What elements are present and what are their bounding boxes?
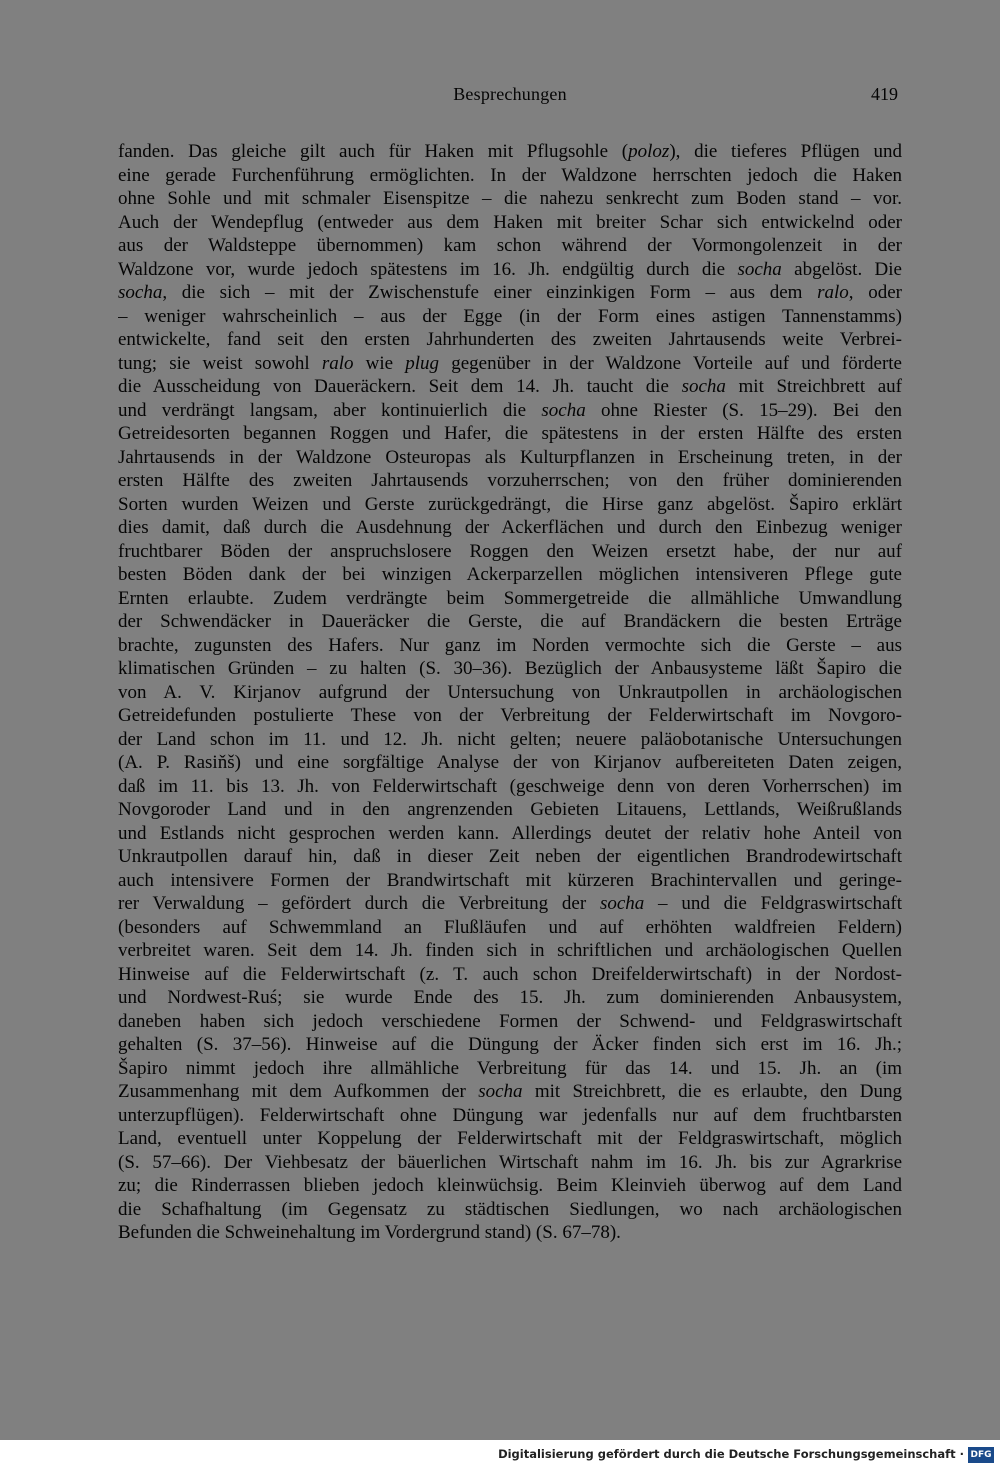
text-line — [118, 634, 902, 658]
text-run: (besonders auf Schwemmland an Flußläufen und auf erhöhten waldfreien Feldern) — [118, 916, 902, 938]
text-line — [118, 1151, 902, 1175]
text-run: Auch der Wendepflug (entweder aus dem Haken mit breiter Schar sich entwickelnd oder — [118, 211, 902, 233]
text-run: von A. V. Kirjanov aufgrund der Untersuchung von Unkrautpollen in archäologischen — [118, 681, 902, 703]
text-line — [118, 775, 902, 799]
text-line — [118, 1057, 902, 1081]
text-line — [118, 1127, 902, 1151]
italic-term: socha — [541, 399, 586, 421]
text-run: ersten Hälfte des zweiten Jahrtausends vorzuherrschen; von den früher dominierenden — [118, 470, 902, 491]
italic-term: plug — [405, 352, 440, 374]
text-run: Getreidefunden postulierte These von der Verbreitung der Felderwirtschaft im Novgoro- — [118, 705, 902, 726]
italic-term: ralo — [321, 352, 354, 374]
text-run: Novgoroder Land und in den angrenzenden Gebieten Litauens, Lettlands, Weißrußlands — [118, 799, 902, 820]
text-line — [118, 140, 902, 164]
text-run: Getreidesorten begannen Roggen und Hafer, die spätestens in der ersten Hälfte des ersten — [118, 423, 902, 444]
text-run: gehalten (S. 37–56). Hinweise auf die Düngung der Äcker finden sich erst im 16. Jh.; — [118, 1034, 902, 1055]
text-line — [118, 869, 902, 893]
text-line — [118, 211, 902, 235]
text-line — [118, 963, 902, 987]
text-line — [118, 728, 902, 752]
text-line — [118, 540, 902, 564]
text-line — [118, 187, 902, 211]
text-run: (S. 57–66). Der Viehbesatz der bäuerlichen Wirtschaft nahm im 16. Jh. bis zur Agrarkrise — [118, 1151, 902, 1173]
text-run: besten Böden dank der bei winzigen Ackerparzellen möglichen intensiveren Pflege gute — [118, 564, 902, 585]
text-line — [118, 516, 902, 540]
text-line — [118, 704, 902, 728]
text-run: tung; sie weist sowohl — [118, 352, 322, 374]
text-run: brachte, zugunsten des Hafers. Nur ganz im Norden vermochte sich die Gerste – aus — [118, 634, 902, 656]
text-run: aus der Waldsteppe übernommen) kam schon während der Vormongolenzeit in der — [118, 235, 902, 256]
text-run: ohne Sohle und mit schmaler Eisenspitze – die nahezu senkrecht zum Boden stand – vor. — [118, 188, 902, 209]
text-run: (A. P. Rasiňš) und eine sorgfältige Analyse der von Kirjanov aufbereiteten Daten zeigen, — [118, 752, 902, 773]
text-run: rer Verwaldung – gefördert durch die Verbreitung der — [118, 893, 600, 914]
text-run: eine gerade Furchenführung ermöglichten. In der Waldzone herrschten jedoch die Haken — [118, 164, 902, 186]
page-header — [118, 84, 902, 114]
text-run: die Schafhaltung (im Gegensatz zu städtischen Siedlungen, wo nach archäologischen — [118, 1198, 902, 1220]
text-line — [118, 305, 902, 329]
text-run: der Schwendäcker in Daueräcker die Gerste, die auf Brandäckern die besten Erträge — [118, 611, 902, 632]
text-line — [118, 845, 902, 869]
page-number: 419 — [871, 84, 898, 104]
italic-term: socha — [599, 893, 645, 914]
text-run: ), die tieferes Pflügen und — [669, 141, 902, 162]
text-run: Hinweise auf die Felderwirtschaft (z. T. auch schon Dreifelderwirtschaft) in der Nordost- — [118, 963, 902, 985]
text-run: Jahrtausends in der Waldzone Osteuropas als Kulturpflanzen in Erscheinung treten, in der — [118, 446, 902, 468]
text-run: Šapiro nimmt jedoch ihre allmähliche Verbreitung für das 14. und 15. Jh. an (im — [118, 1057, 902, 1079]
text-line — [118, 751, 902, 775]
text-line — [118, 1033, 902, 1057]
text-line — [118, 916, 902, 940]
text-line — [118, 375, 902, 399]
italic-term: ralo — [817, 282, 849, 303]
text-run: Land, eventuell unter Koppelung der Felderwirtschaft mit der Feldgraswirtschaft, möglich — [118, 1128, 902, 1149]
text-run: verbreitet waren. Seit dem 14. Jh. finden sich in schriftlichen und archäologischen Quellen — [118, 940, 902, 961]
text-run: daneben haben sich jedoch verschiedene Formen der Schwend- und Feldgraswirtschaft — [118, 1010, 902, 1032]
text-run: der Land schon im 11. und 12. Jh. nicht gelten; neuere paläobotanische Untersuchungen — [118, 728, 902, 750]
text-line — [118, 1174, 902, 1198]
running-title: Besprechungen — [453, 84, 567, 104]
text-line — [118, 681, 902, 705]
text-run: fanden. Das gleiche gilt auch für Haken mit Pflugsohle ( — [118, 141, 629, 162]
text-line — [118, 234, 902, 258]
text-line — [118, 587, 902, 611]
digitization-note: Digitalisierung gefördert durch die Deutsche Forschungsgemeinschaft · — [498, 1447, 964, 1461]
text-line — [118, 657, 902, 681]
text-line — [118, 610, 902, 634]
text-line — [118, 892, 902, 916]
text-run: ohne Riester (S. 15–29). Bei den — [585, 399, 902, 421]
text-line — [118, 328, 902, 352]
text-run: – weniger wahrscheinlich – aus der Egge (in der Form eines astigen Tannenstamms) — [118, 305, 902, 327]
text-line — [118, 352, 902, 376]
text-run: und Estlands nicht gesprochen werden kann. Allerdings deutet der relativ hohe Anteil von — [118, 822, 902, 844]
dfg-logo: DFG — [968, 1447, 994, 1463]
text-run: zu; die Rinderrassen blieben jedoch kleinwüchsig. Beim Kleinvieh überwog auf dem Land — [118, 1175, 902, 1196]
text-run: Sorten wurden Weizen und Gerste zurückgedrängt, die Hirse ganz abgelöst. Šapiro erklärt — [118, 493, 902, 515]
text-run: daß im 11. bis 13. Jh. von Felderwirtschaft (geschweige denn von deren Vorherrschen) im — [118, 775, 902, 797]
text-run: Unkrautpollen darauf hin, daß in dieser Zeit neben der eigentlichen Brandrodewirtschaft — [118, 846, 902, 867]
italic-term: socha — [478, 1081, 523, 1102]
text-line — [118, 1104, 902, 1128]
text-run: und Nordwest-Ruś; sie wurde Ende des 15. Jh. zum dominierenden Anbausystem, — [118, 987, 902, 1008]
text-line — [118, 563, 902, 587]
text-line — [118, 986, 902, 1010]
text-line — [118, 493, 902, 517]
text-run: entwickelte, fand seit den ersten Jahrhunderten des zweiten Jahrtausends weite Verbrei- — [118, 329, 902, 350]
text-line — [118, 1010, 902, 1034]
italic-term: socha — [118, 282, 163, 303]
text-run: Befunden die Schweinehaltung im Vordergrund stand) (S. 67–78). — [118, 1222, 621, 1243]
body-text — [118, 140, 902, 1245]
text-run: – und die Feldgraswirtschaft — [644, 893, 902, 914]
text-run: Waldzone vor, wurde jedoch spätestens im 16. Jh. endgültig durch die — [118, 258, 738, 280]
text-run: , oder — [848, 282, 902, 303]
text-line — [118, 469, 902, 493]
italic-term: poloz — [628, 141, 670, 162]
text-line — [118, 798, 902, 822]
text-line — [118, 399, 902, 423]
text-run: Zusammenhang mit dem Aufkommen der — [118, 1081, 479, 1102]
text-run: die Ausscheidung von Daueräckern. Seit dem 14. Jh. taucht die — [118, 376, 682, 397]
text-line — [118, 939, 902, 963]
text-line — [118, 1221, 902, 1245]
text-run: , die sich – mit der Zwischenstufe einer einzinkigen Form – aus dem — [162, 282, 818, 303]
text-run: mit Streichbrett auf — [725, 376, 902, 397]
italic-term: socha — [737, 258, 782, 280]
text-run: wie — [353, 352, 406, 374]
text-run: klimatischen Gründen – zu halten (S. 30–36). Bezüglich der Anbausysteme läßt Šapiro die — [118, 658, 902, 679]
text-line — [118, 1080, 902, 1104]
text-run: mit Streichbrett, die es erlaubte, den Dung — [522, 1081, 902, 1102]
text-line — [118, 1198, 902, 1222]
text-line — [118, 258, 902, 282]
text-line — [118, 446, 902, 470]
footer-bar — [0, 1440, 1000, 1470]
text-line — [118, 281, 902, 305]
text-line — [118, 422, 902, 446]
text-line — [118, 822, 902, 846]
italic-term: socha — [681, 376, 726, 397]
text-run: dies damit, daß durch die Ausdehnung der Ackerflächen und durch den Einbezug weniger — [118, 517, 902, 538]
text-run: auch intensivere Formen der Brandwirtschaft mit kürzeren Brachintervallen und geringe- — [118, 869, 902, 891]
text-run: Ernten erlaubte. Zudem verdrängte beim Sommergetreide die allmähliche Umwandlung — [118, 587, 902, 609]
text-run: abgelöst. Die — [781, 258, 902, 280]
text-line — [118, 164, 902, 188]
text-run: und verdrängt langsam, aber kontinuierlich die — [118, 399, 542, 421]
text-run: fruchtbarer Böden der anspruchslosere Roggen den Weizen ersetzt habe, der nur auf — [118, 540, 902, 562]
text-run: gegenüber in der Waldzone Vorteile auf und förderte — [439, 352, 902, 374]
text-run: unterzupflügen). Felderwirtschaft ohne Düngung war jedenfalls nur auf dem fruchtbarsten — [118, 1104, 902, 1126]
